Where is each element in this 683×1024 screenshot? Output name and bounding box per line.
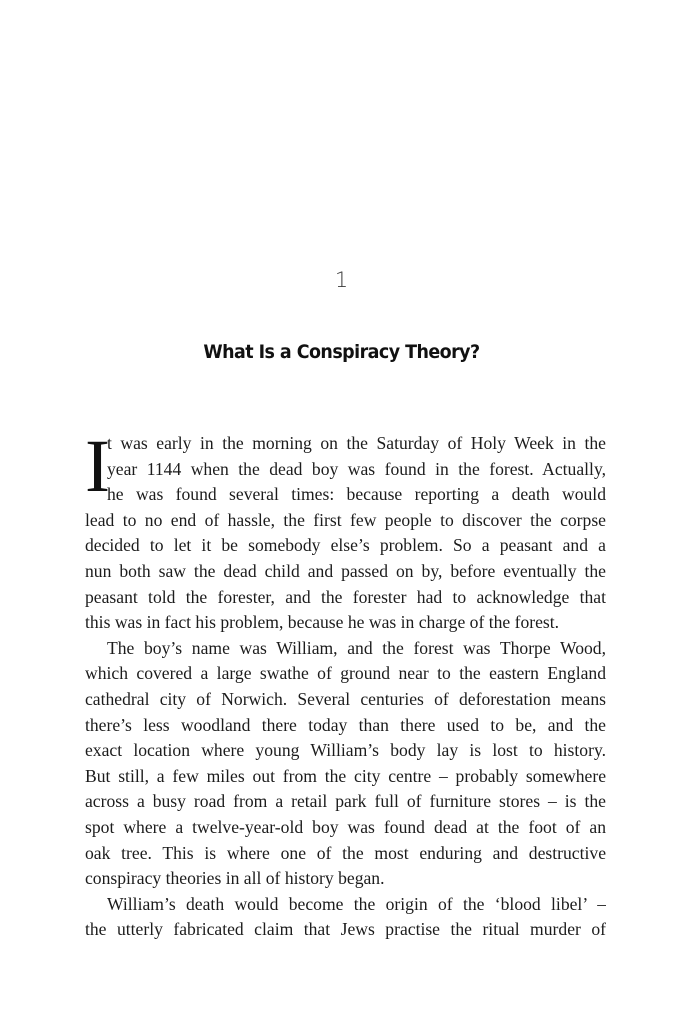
- paragraph-3: [85, 892, 606, 943]
- text-line: which covered a large swathe of ground near to the eastern England: [85, 663, 606, 684]
- paragraph-2: [85, 636, 606, 892]
- text-line: But still, a few miles out from the city centre – probably somewhere: [85, 765, 606, 786]
- text-line: exact location where young William’s body lay is lost to history.: [85, 740, 606, 761]
- text-line: year 1144 when the dead boy was found in the forest. Actually,: [107, 458, 606, 479]
- text-line: t was early in the morning on the Saturday of Holy Week in the: [107, 433, 606, 453]
- text-line: nun both saw the dead child and passed on by, before eventually the: [85, 560, 606, 581]
- text-line: William’s death would become the origin of the ‘blood libel’ –: [107, 893, 606, 914]
- chapter-number: 1: [334, 268, 349, 292]
- text-line: cathedral city of Norwich. Several centuries of deforestation means: [85, 688, 606, 709]
- text-line: this was in fact his problem, because he was in charge of the forest.: [85, 612, 560, 633]
- drop-cap: I: [85, 425, 110, 508]
- text-line: conspiracy theories in all of history began.: [85, 868, 385, 889]
- text-line: there’s less woodland there today than there used to be, and the: [85, 714, 606, 735]
- text-line: he was found several times: because reporting a death would: [107, 484, 606, 505]
- text-line: oak tree. This is where one of the most enduring and destructive: [85, 842, 606, 863]
- text-line: The boy’s name was William, and the forest was Thorpe Wood,: [107, 637, 606, 658]
- paragraph-1: [85, 425, 606, 636]
- text-line: lead to no end of hassle, the first few people to discover the corpse: [85, 509, 606, 530]
- text-line: across a busy road from a retail park full of furniture stores – is the: [85, 791, 606, 812]
- text-line: decided to let it be somebody else’s problem. So a peasant and a: [85, 535, 606, 556]
- text-line: spot where a twelve-year-old boy was found dead at the foot of an: [85, 816, 606, 837]
- text-line: the utterly fabricated claim that Jews practise the ritual murder of: [85, 919, 606, 940]
- chapter-body: [85, 425, 606, 943]
- text-line: peasant told the forester, and the forester had to acknowledge that: [85, 586, 606, 607]
- chapter-title: What Is a Conspiracy Theory?: [203, 341, 480, 363]
